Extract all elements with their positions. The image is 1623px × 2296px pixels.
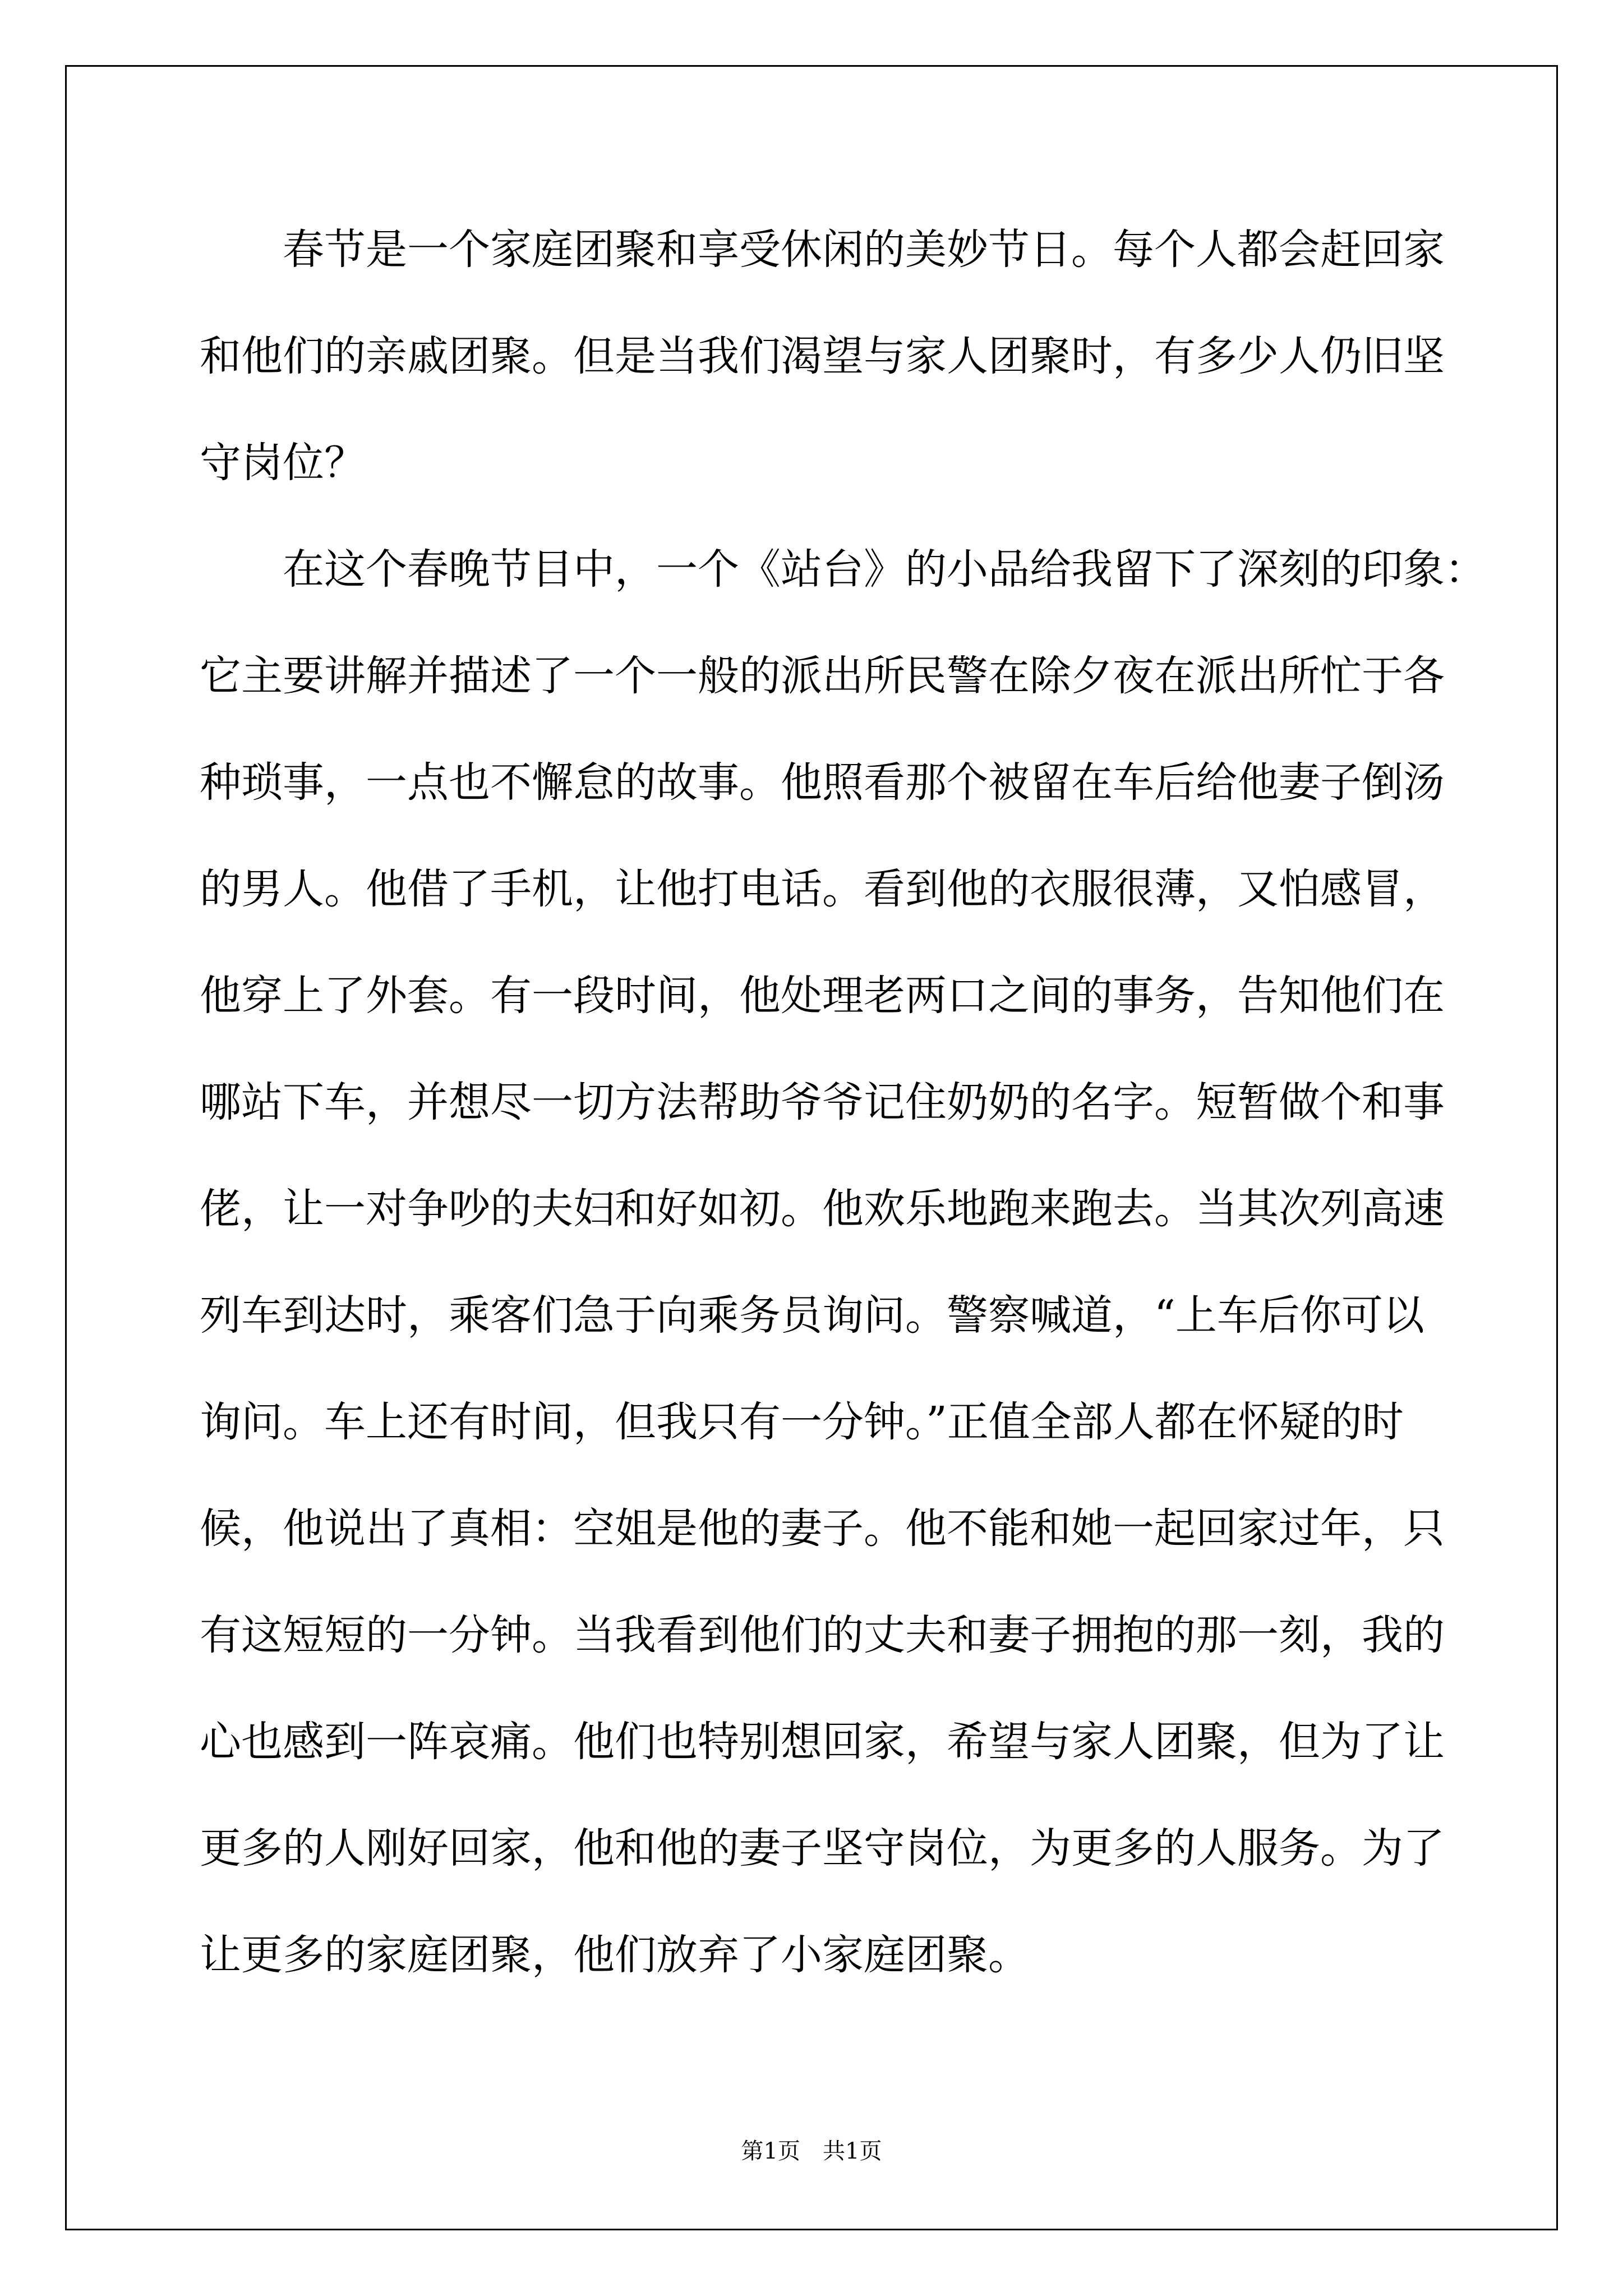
page-number: 第1页 共1页 — [741, 2138, 882, 2164]
text-line: 和他们的亲戚团聚。但是当我们渴望与家人团聚时，有多少人仍旧坚 — [200, 332, 1445, 380]
page-frame — [65, 65, 1558, 2230]
text-line: 的男人。他借了手机，让他打电话。看到他的衣服很薄，又怕感冒， — [200, 865, 1445, 913]
text-line: 列车到达时，乘客们急于向乘务员询问。警察喊道，“上车后你可以 — [200, 1291, 1424, 1340]
text-line: 在这个春晚节目中，一个《站台》的小品给我留下了深刻的印象： — [200, 545, 1486, 593]
text-line: 有这短短的一分钟。当我看到他们的丈夫和妻子拥抱的那一刻，我的 — [200, 1611, 1445, 1659]
text-line: 它主要讲解并描述了一个一般的派出所民警在除夕夜在派出所忙于各 — [200, 652, 1445, 700]
text-line: 心也感到一阵哀痛。他们也特别想回家，希望与家人团聚，但为了让 — [200, 1718, 1445, 1766]
text-line: 更多的人刚好回家，他和他的妻子坚守岗位，为更多的人服务。为了 — [200, 1824, 1445, 1872]
text-line: 种琐事，一点也不懈怠的故事。他照看那个被留在车后给他妻子倒汤 — [200, 758, 1445, 807]
text-line: 他穿上了外套。有一段时间，他处理老两口之间的事务，告知他们在 — [200, 972, 1445, 1020]
text-line: 哪站下车，并想尽一切方法帮助爷爷记住奶奶的名字。短暂做个和事 — [200, 1078, 1445, 1126]
text-line: 让更多的家庭团聚，他们放弃了小家庭团聚。 — [200, 1931, 1030, 1979]
text-line: 佬，让一对争吵的夫妇和好如初。他欢乐地跑来跑去。当其次列高速 — [200, 1185, 1445, 1233]
text-line: 候，他说出了真相：空姐是他的妻子。他不能和她一起回家过年，只 — [200, 1504, 1445, 1553]
text-line: 询问。车上还有时间，但我只有一分钟。”正值全部人都在怀疑的时 — [200, 1398, 1404, 1446]
text-line: 守岗位？ — [200, 439, 366, 487]
text-line: 春节是一个家庭团聚和享受休闲的美妙节日。每个人都会赶回家 — [200, 226, 1445, 274]
